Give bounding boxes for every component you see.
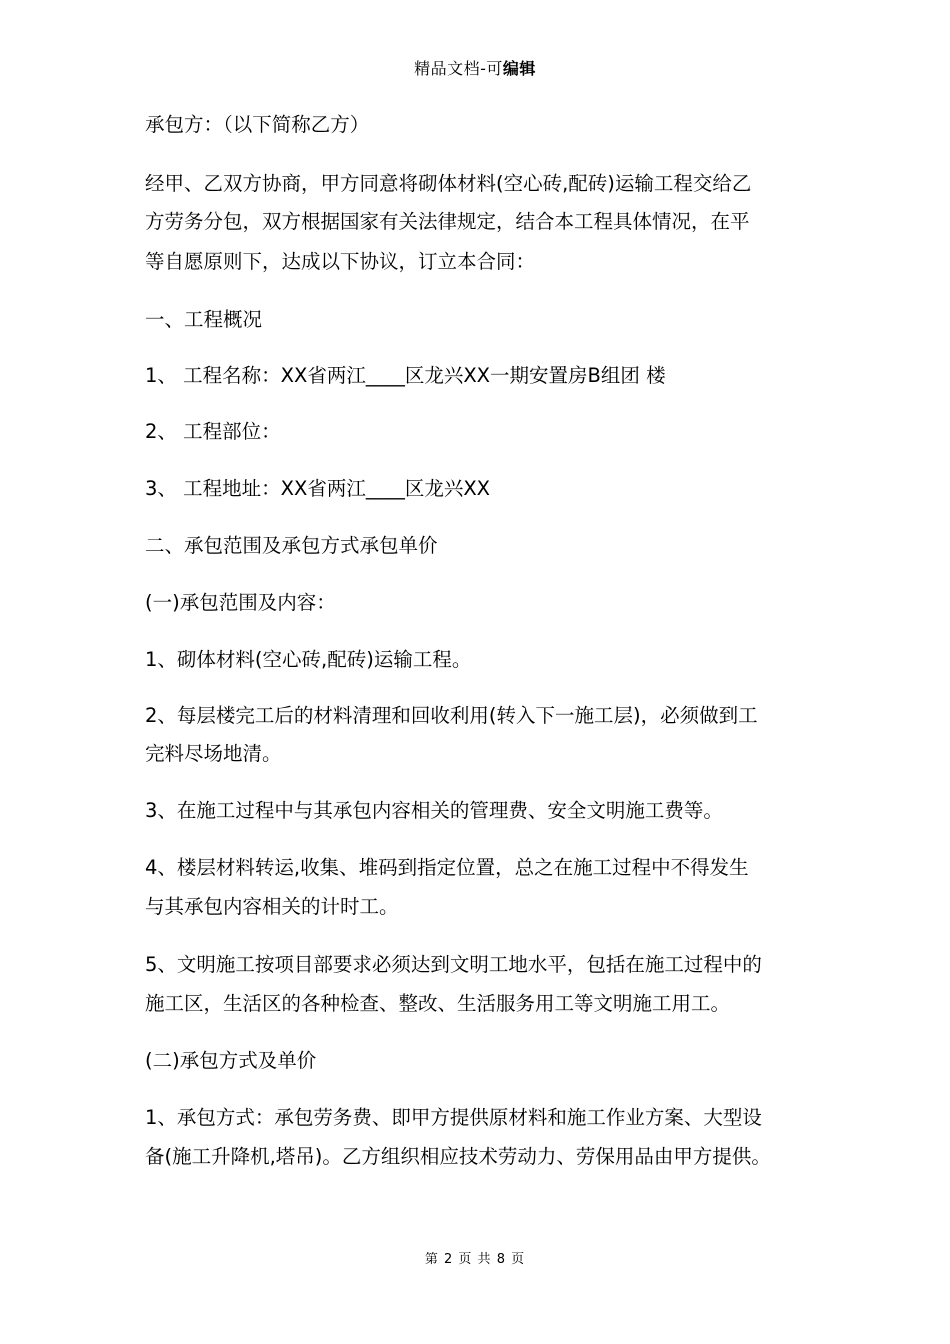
scope-item-5-line-1: 5、文明施工按项目部要求必须达到文明工地水平，包括在施工过程中的 bbox=[145, 953, 762, 976]
project-name-item: 1、 工程名称：XX省两江____区龙兴XX一期安置房B组团 楼 bbox=[145, 364, 666, 387]
page-number: 第 2 页 共 8 页 bbox=[424, 1252, 526, 1267]
intro-paragraph-line-3: 等自愿原则下，达成以下协议，订立本合同： bbox=[145, 250, 536, 273]
scope-item-4-line-2: 与其承包内容相关的计时工。 bbox=[145, 895, 399, 918]
contract-method-line-1: 1、承包方式：承包劳务费、即甲方提供原材料和施工作业方案、大型设 bbox=[145, 1106, 762, 1129]
scope-item-4-line-1: 4、楼层材料转运,收集、堆码到指定位置，总之在施工过程中不得发生 bbox=[145, 856, 749, 879]
scope-item-5-line-2: 施工区，生活区的各种检查、整改、生活服务用工等文明施工用工。 bbox=[145, 992, 731, 1015]
subsection-heading-2: (二)承包方式及单价 bbox=[145, 1049, 317, 1072]
project-address-item: 3、 工程地址：XX省两江____区龙兴XX bbox=[145, 477, 491, 500]
party-b-line: 承包方：（以下简称乙方） bbox=[145, 113, 370, 136]
section-heading-2: 二、承包范围及承包方式承包单价 bbox=[145, 534, 438, 557]
page-header bbox=[0, 56, 950, 79]
header-bold-text: 编辑 bbox=[502, 59, 536, 78]
scope-item-3: 3、在施工过程中与其承包内容相关的管理费、安全文明施工费等。 bbox=[145, 799, 723, 822]
header-text: 精品文档-可 bbox=[414, 59, 503, 78]
scope-item-2-line-2: 完料尽场地清。 bbox=[145, 742, 282, 765]
scope-item-2-line-1: 2、每层楼完工后的材料清理和回收利用(转入下一施工层)，必须做到工 bbox=[145, 704, 758, 727]
intro-paragraph-line-2: 方劳务分包，双方根据国家有关法律规定，结合本工程具体情况，在平 bbox=[145, 210, 750, 233]
project-location-item: 2、 工程部位： bbox=[145, 420, 281, 443]
scope-item-1: 1、砌体材料(空心砖,配砖)运输工程。 bbox=[145, 648, 472, 671]
section-heading-1: 一、工程概况 bbox=[145, 308, 263, 331]
contract-method-line-2: 备(施工升降机,塔吊)。乙方组织相应技术劳动力、劳保用品由甲方提供。 bbox=[145, 1145, 771, 1168]
subsection-heading-1: (一)承包范围及内容： bbox=[145, 591, 336, 614]
intro-paragraph-line-1: 经甲、乙双方协商，甲方同意将砌体材料(空心砖,配砖)运输工程交给乙 bbox=[145, 172, 752, 195]
